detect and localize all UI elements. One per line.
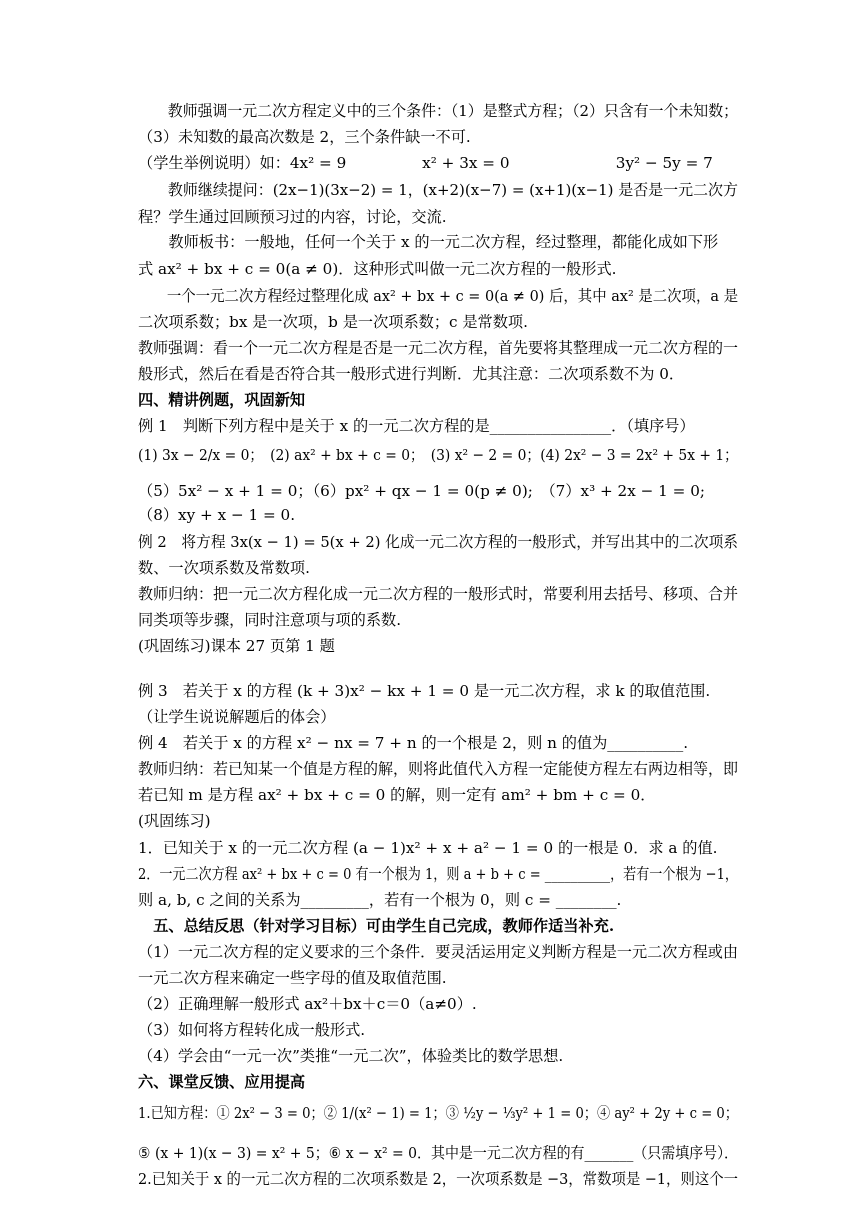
section-heading: 六、课堂反馈、应用提高: [138, 1073, 306, 1091]
text-line: 数、一次项系数及常数项.: [138, 559, 310, 577]
text-line: (巩固练习)课本 27 页第 1 题: [138, 637, 335, 655]
equation-line: （8）xy + x − 1 = 0.: [138, 506, 296, 524]
text-line: （学生举例说明）如：4x² = 9 x² + 3x = 0 3y² − 5y = 7: [138, 154, 713, 172]
text-line: （让学生说说解题后的体会）: [138, 708, 336, 726]
text-line: 式 ax² + bx + c = 0(a ≠ 0)．这种形式叫做一元二次方程的一般形式.: [138, 260, 617, 278]
section-heading: 五、总结反思（针对学习目标）可由学生自己完成，教师作适当补充.: [138, 917, 615, 935]
text-line: 程？学生通过回顾预习过的内容，讨论，交流.: [138, 208, 447, 226]
text-line: 教师强调：看一个一元二次方程是否是一元二次方程，首先要将其整理成一元二次方程的一: [138, 339, 738, 357]
exercise-line: 1．已知关于 x 的一元二次方程 (a − 1)x² + x + a² − 1 = 0 的一根是 0．求 a 的值.: [138, 839, 718, 857]
equation-line: (1) 3x − 2/x = 0； (2) ax² + bx + c = 0； (3) x² − 2 = 0；(4) 2x² − 3 = 2x² + 5x + 1；: [138, 446, 738, 464]
exercise-line: 则 a, b, c 之间的关系为_________，若有一个根为 0，则 c = ________.: [138, 891, 622, 909]
example-title: 例 1 判断下列方程中是关于 x 的一元二次方程的是________________．（填序号）: [138, 417, 695, 435]
text-line: 教师板书：一般地，任何一个关于 x 的一元二次方程，经过整理，都能化成如下形: [138, 233, 719, 251]
exercise-line: 2．一元二次方程 ax² + bx + c = 0 有一个根为 1，则 a + b + c = __________，若有一个根为 −1，: [138, 865, 738, 883]
text-line: 若已知 m 是方程 ax² + bx + c = 0 的解，则一定有 am² + bm + c = 0．: [138, 786, 656, 804]
exercise-line: 1.已知方程：① 2x² − 3 = 0；② 1/(x² − 1) = 1；③ ½y − ⅓y² + 1 = 0；④ ay² + 2y + c = 0；: [138, 1104, 738, 1122]
example-title: 例 2 将方程 3x(x − 1) = 5(x + 2) 化成一元二次方程的一般形式，并写出其中的二次项系: [138, 533, 738, 551]
text-line: 教师强调一元二次方程定义中的三个条件：（1）是整式方程；（2）只含有一个未知数；: [138, 102, 738, 120]
text-line: 教师归纳：若已知某一个值是方程的解，则将此值代入方程一定能使方程左右两边相等，即: [138, 760, 738, 778]
text-line: （2）正确理解一般形式 ax²＋bx＋c＝0（a≠0）.: [138, 995, 477, 1013]
equation-line: （5）5x² − x + 1 = 0；（6）px² + qx − 1 = 0(p ≠ 0); （7）x³ + 2x − 1 = 0;: [138, 482, 705, 500]
text-line: 教师归纳：把一元二次方程化成一元二次方程的一般形式时，常要利用去括号、移项、合并: [138, 585, 738, 603]
section-heading: 四、精讲例题，巩固新知: [138, 391, 306, 409]
text-line: 一个一元二次方程经过整理化成 ax² + bx + c = 0(a ≠ 0) 后，其中 ax² 是二次项，a 是: [138, 287, 738, 305]
text-line: 二次项系数；bx 是一次项，b 是一次项系数；c 是常数项.: [138, 313, 528, 331]
text-line: 一元二次方程来确定一些字母的值及取值范围.: [138, 969, 447, 987]
example-title: 例 3 若关于 x 的方程 (k + 3)x² − kx + 1 = 0 是一元二次方程，求 k 的取值范围.: [138, 682, 711, 700]
text-line: (巩固练习): [138, 812, 211, 830]
example-title: 例 4 若关于 x 的方程 x² − nx = 7 + n 的一个根是 2，则 n 的值为__________.: [138, 734, 689, 752]
text-line: （3）未知数的最高次数是 2，三个条件缺一不可.: [138, 128, 471, 146]
text-line: 教师继续提问：(2x−1)(3x−2) = 1，(x+2)(x−7) = (x+1)(x−1) 是否是一元二次方: [138, 181, 738, 199]
text-line: 般形式，然后在看是否符合其一般形式进行判断．尤其注意：二次项系数不为 0．: [138, 365, 685, 383]
text-line: （3）如何将方程转化成一般形式.: [138, 1021, 366, 1039]
text-line: （4）学会由“一元一次”类推“一元二次”，体验类比的数学思想.: [138, 1047, 564, 1065]
exercise-line: ⑤ (x + 1)(x − 3) = x² + 5；⑥ x − x² = 0．其中是一元二次方程的有_______（只需填序号）．: [138, 1144, 738, 1162]
text-line: 同类项等步骤，同时注意项与项的系数.: [138, 611, 402, 629]
exercise-line: 2.已知关于 x 的一元二次方程的二次项系数是 2，一次项系数是 −3，常数项是 −1，则这个一: [138, 1170, 738, 1188]
text-line: （1）一元二次方程的定义要求的三个条件．要灵活运用定义判断方程是一元二次方程或由: [138, 943, 738, 961]
